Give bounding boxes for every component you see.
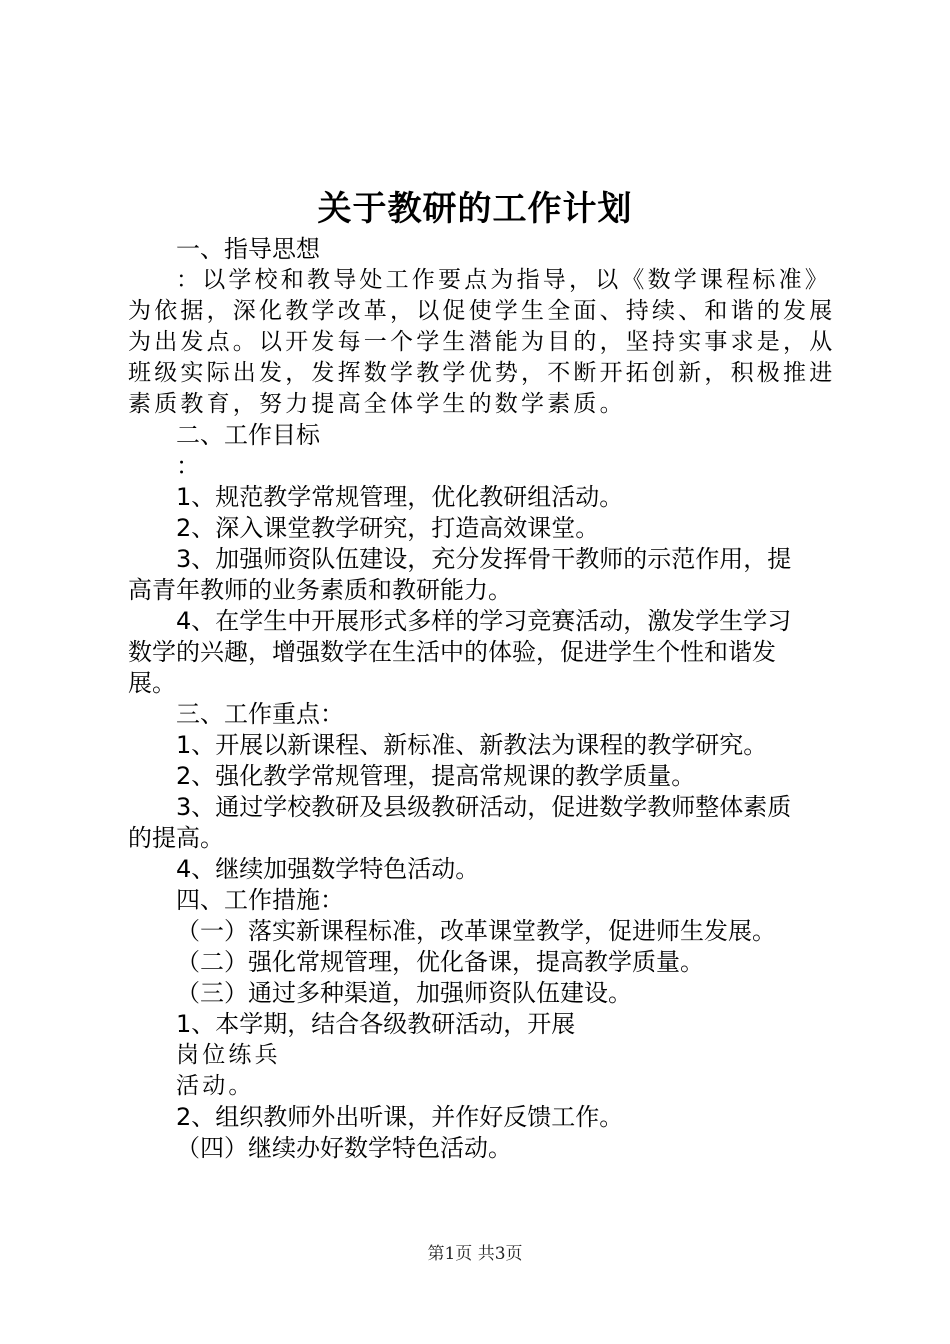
- list-item-continuation: 活动。: [176, 1073, 255, 1099]
- list-item: （一）落实新课程标准，改革课堂教学，促进师生发展。: [176, 917, 776, 945]
- list-item: 4、继续加强数学特色活动。: [176, 855, 480, 883]
- list-item-continuation: 高青年教师的业务素质和教研能力。: [128, 576, 512, 604]
- list-item: 4、在学生中开展形式多样的学习竞赛活动，激发学生学习: [176, 607, 792, 635]
- section-heading-work-goals: 二、工作目标: [176, 421, 320, 449]
- list-item: 3、通过学校教研及县级教研活动，促进数学教师整体素质: [176, 793, 792, 821]
- paragraph-line: ：以学校和教导处工作要点为指导，以《数学课程标准》: [176, 267, 831, 293]
- list-item: 3、加强师资队伍建设，充分发挥骨干教师的示范作用，提: [176, 545, 792, 573]
- list-item-continuation: 数学的兴趣，增强数学在生活中的体验，促进学生个性和谐发: [128, 638, 776, 666]
- document-body: [128, 234, 836, 1164]
- list-item: （三）通过多种渠道，加强师资队伍建设。: [176, 979, 632, 1007]
- list-item: （四）继续办好数学特色活动。: [176, 1134, 512, 1162]
- section-heading-work-measures: 四、工作措施：: [176, 886, 344, 914]
- list-item: 2、强化教学常规管理，提高常规课的教学质量。: [176, 762, 696, 790]
- paragraph-line: 为出发点。以开发每一个学生潜能为目的，坚持实事求是，从: [128, 329, 836, 355]
- list-item: 1、规范教学常规管理，优化教研组活动。: [176, 483, 624, 511]
- page-footer: 第1页 共3页: [427, 1244, 523, 1264]
- section-heading-guiding-ideology: 一、指导思想: [176, 235, 320, 263]
- list-item: 2、组织教师外出听课，并作好反馈工作。: [176, 1103, 624, 1131]
- list-item-continuation: 的提高。: [128, 824, 224, 852]
- section-heading-work-focus: 三、工作重点：: [176, 700, 344, 728]
- list-item: 1、本学期，结合各级教研活动，开展: [176, 1010, 576, 1038]
- paragraph-line: 素质教育，努力提高全体学生的数学素质。: [128, 391, 626, 417]
- document-title: 关于教研的工作计划: [317, 189, 633, 229]
- list-item: 2、深入课堂教学研究，打造高效课堂。: [176, 514, 600, 542]
- list-item: 1、开展以新课程、新标准、新教法为课程的教学研究。: [176, 731, 768, 759]
- list-item-continuation: 展。: [128, 669, 176, 697]
- list-item-continuation: 岗位练兵: [176, 1042, 281, 1068]
- list-item: （二）强化常规管理，优化备课，提高教学质量。: [176, 948, 704, 976]
- colon-line: ：: [176, 452, 200, 480]
- paragraph-line: 班级实际出发，发挥数学教学优势，不断开拓创新，积极推进: [128, 360, 836, 386]
- paragraph-line: 为依据，深化教学改革，以促使学生全面、持续、和谐的发展: [128, 298, 836, 324]
